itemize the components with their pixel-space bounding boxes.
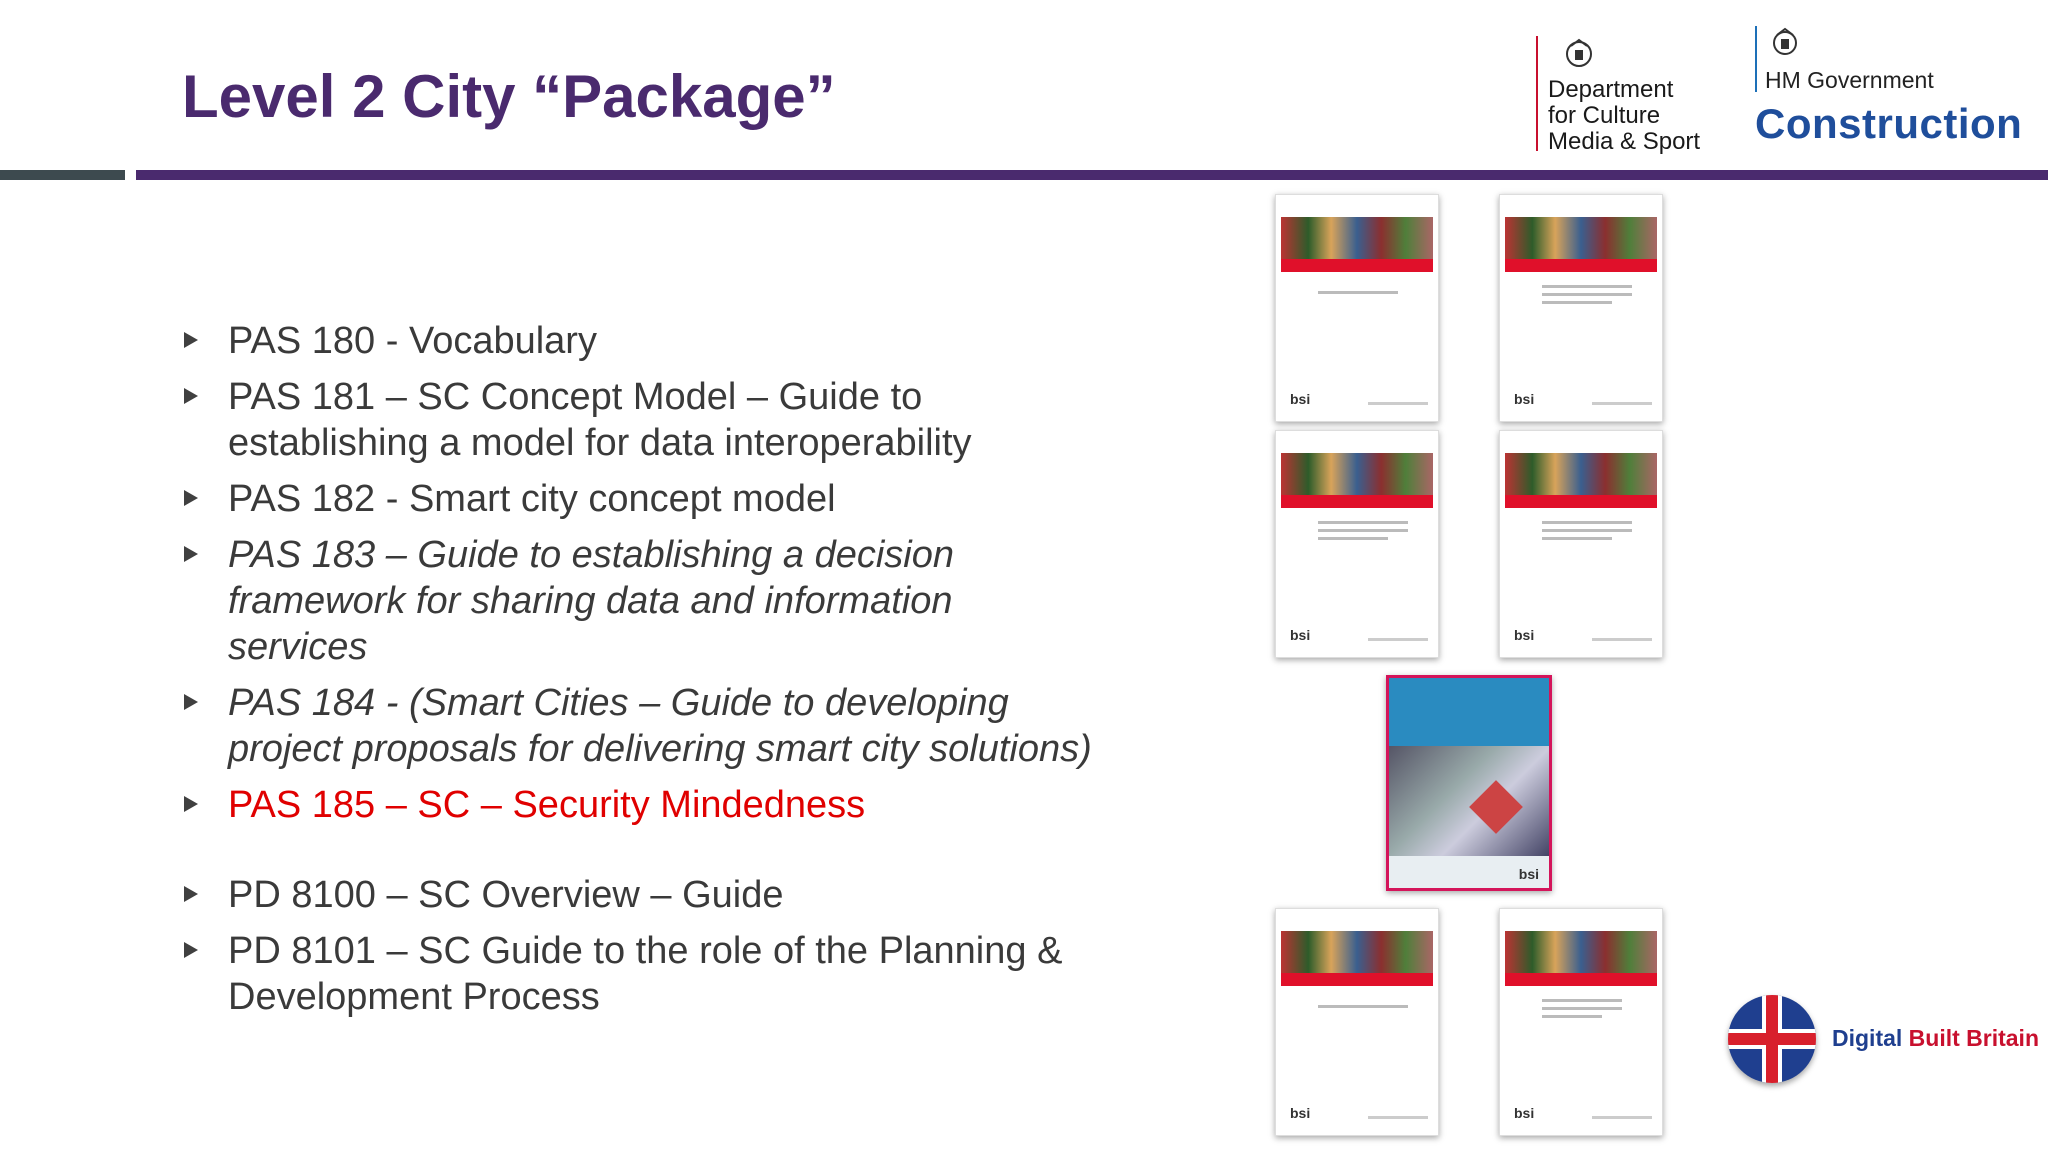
title-rule-left <box>0 170 125 180</box>
document-cover-thumbnail: bsi <box>1499 430 1663 658</box>
hm-government-text: HM Government <box>1765 67 1934 93</box>
standards-list <box>182 318 1102 1030</box>
document-cover-thumbnail: bsi <box>1499 908 1663 1136</box>
union-flag-globe-icon <box>1728 995 1816 1083</box>
pas-185-cover-thumbnail: bsi <box>1386 675 1552 891</box>
dcms-logo <box>1536 36 1701 155</box>
digital-built-britain-text: Digital Built Britain <box>1832 1025 2040 1051</box>
bullet-arrow-icon <box>184 546 198 562</box>
document-cover-thumbnail: bsi <box>1275 194 1439 422</box>
document-cover-thumbnail: bsi <box>1275 430 1439 658</box>
bullet-arrow-icon <box>184 332 198 348</box>
bullet-arrow-icon <box>184 388 198 404</box>
hm-government-block <box>1755 26 2022 92</box>
bullet-arrow-icon <box>184 490 198 506</box>
bullet-arrow-icon <box>184 694 198 710</box>
list-item: PAS 182 - Smart city concept model <box>182 476 1102 522</box>
document-cover-thumbnail: bsi <box>1499 194 1663 422</box>
construction-text: Construction <box>1755 100 2023 147</box>
bullet-arrow-icon <box>184 942 198 958</box>
bullet-arrow-icon <box>184 796 198 812</box>
list-item: PD 8101 – SC Guide to the role of the Planning & Development Process <box>182 928 1102 1020</box>
document-cover-thumbnail: bsi <box>1275 908 1439 1136</box>
title-rule <box>136 170 2048 180</box>
hm-government-construction-logo <box>1755 26 2022 148</box>
dcms-line-2: for Culture <box>1548 102 1661 129</box>
royal-crest-icon <box>1765 26 1805 60</box>
list-item: PAS 180 - Vocabulary <box>182 318 1102 364</box>
list-item: PAS 183 – Guide to establishing a decision framework for sharing data and information services <box>182 532 1102 670</box>
bullet-arrow-icon <box>184 886 198 902</box>
list-item-highlighted: PAS 185 – SC – Security Mindedness <box>182 782 1102 828</box>
royal-crest-icon <box>1558 36 1600 72</box>
slide-title: Level 2 City “Package” <box>182 63 836 130</box>
dcms-line-3: Media & Sport <box>1548 128 1701 155</box>
dcms-line-1: Department <box>1548 76 1674 103</box>
list-item: PAS 181 – SC Concept Model – Guide to establishing a model for data interoperability <box>182 374 1102 466</box>
list-item: PAS 184 - (Smart Cities – Guide to developing project proposals for delivering smart city solutions) <box>182 680 1102 772</box>
list-item: PD 8100 – SC Overview – Guide <box>182 872 1102 918</box>
